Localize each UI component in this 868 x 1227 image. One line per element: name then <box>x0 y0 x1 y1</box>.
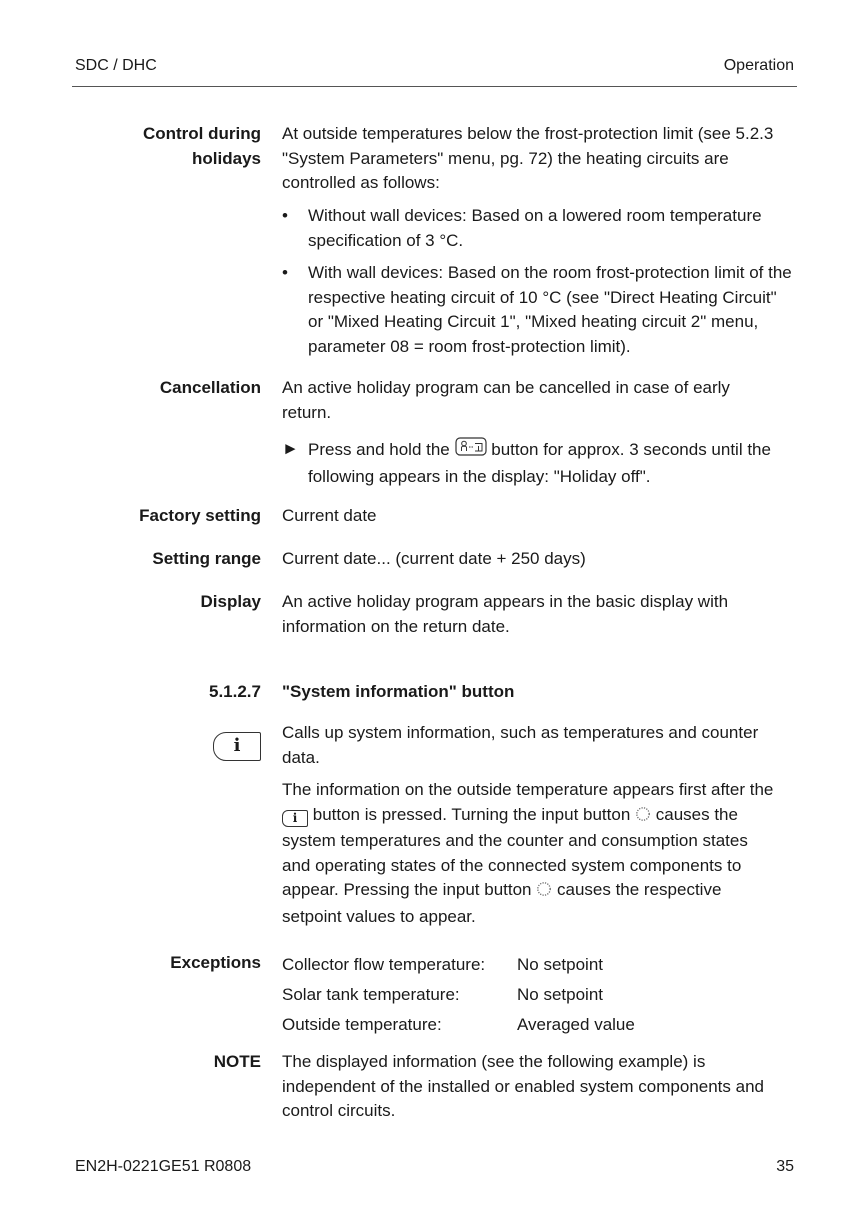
bullet-marker-2: • <box>282 263 288 282</box>
control-holidays-label-line2: holidays <box>192 148 261 168</box>
exception-value-3: Averaged value <box>517 1015 635 1034</box>
header-left: SDC / DHC <box>75 57 157 74</box>
header-rule <box>72 86 797 87</box>
para2-line5-text: appear. Pressing the input button <box>282 880 532 899</box>
control-holidays-label-line1: Control during <box>142 124 261 143</box>
bullet-text-1: Without wall devices: Based on a lowered room temperature specification of 3 °C. <box>308 206 762 250</box>
section-para1: Calls up system information, such as temperatures and counter data. <box>282 723 759 767</box>
info-button-icon: i <box>213 732 261 761</box>
exception-name-2: Solar tank temperature: <box>282 985 460 1004</box>
exception-name-3: Outside temperature: <box>282 1015 442 1034</box>
para2-line2-tail: causes the <box>655 804 738 824</box>
cancellation-step <box>308 437 798 489</box>
factory-setting-value: Current date <box>282 506 377 525</box>
para2-line2-text: button is pressed. Turning the input button <box>312 804 631 824</box>
cancellation-label: Cancellation <box>159 378 261 397</box>
control-holidays-label <box>143 122 261 171</box>
control-holidays-intro: At outside temperatures below the frost-protection limit (see 5.2.3 "System Parameters" menu, pg. 72) the heating circuits are controlled as follows: <box>282 124 774 192</box>
display-text: An active holiday program appears in the basic display with information on the return date. <box>282 592 729 636</box>
bullet-text-2: With wall devices: Based on the room frost-protection limit of the respective heating circuit of 10 °C (see "Direct Heating Circuit" or "Mixed Heating Circuit 1", "Mixed heating circuit 2" menu, parameter 08 = room frost-protection limit). <box>308 263 792 356</box>
cancellation-text: An active holiday program can be cancelled in case of early return. <box>282 378 730 422</box>
input-dial-icon-2 <box>536 880 552 905</box>
step-text-after: button for approx. 3 seconds until the following appears in the display: "Holiday off". <box>308 440 771 486</box>
page-number: 35 <box>776 1158 794 1175</box>
section-para2 <box>282 778 797 929</box>
display-label: Display <box>200 592 261 611</box>
para2-line5 <box>282 878 797 905</box>
exception-name-1: Collector flow temperature: <box>282 955 486 974</box>
footer-doc-id: EN2H-0221GE51 R0808 <box>75 1158 252 1175</box>
para2-line2 <box>282 803 797 830</box>
note-text: The displayed information (see the following example) is independent of the installed or enabled system components and control circuits. <box>282 1052 764 1120</box>
setting-range-value: Current date... (current date + 250 days) <box>282 549 586 568</box>
exception-value-2: No setpoint <box>517 985 603 1004</box>
exceptions-label: Exceptions <box>170 953 261 972</box>
para2-line1: The information on the outside temperature appears first after the <box>282 780 774 799</box>
para2-line3: system temperatures and the counter and consumption states <box>282 831 748 850</box>
para2-line5-tail: causes the respective <box>556 880 722 899</box>
step-arrow: ► <box>282 439 299 458</box>
section-number: 5.1.2.7 <box>209 682 261 701</box>
header-right: Operation <box>723 57 794 74</box>
step-text-before: Press and hold the <box>308 440 450 459</box>
bullet-marker-1: • <box>282 206 288 225</box>
holiday-button-icon <box>455 437 487 465</box>
section-title: "System information" button <box>282 682 515 701</box>
note-label: NOTE <box>213 1052 261 1071</box>
para2-line6: setpoint values to appear. <box>282 906 476 926</box>
exception-value-1: No setpoint <box>517 955 603 974</box>
para2-line4: and operating states of the connected system components to <box>282 855 742 875</box>
factory-setting-label: Factory setting <box>139 506 261 525</box>
info-inline-icon: i <box>282 810 308 827</box>
setting-range-label: Setting range <box>152 549 261 568</box>
input-dial-icon <box>635 805 651 830</box>
